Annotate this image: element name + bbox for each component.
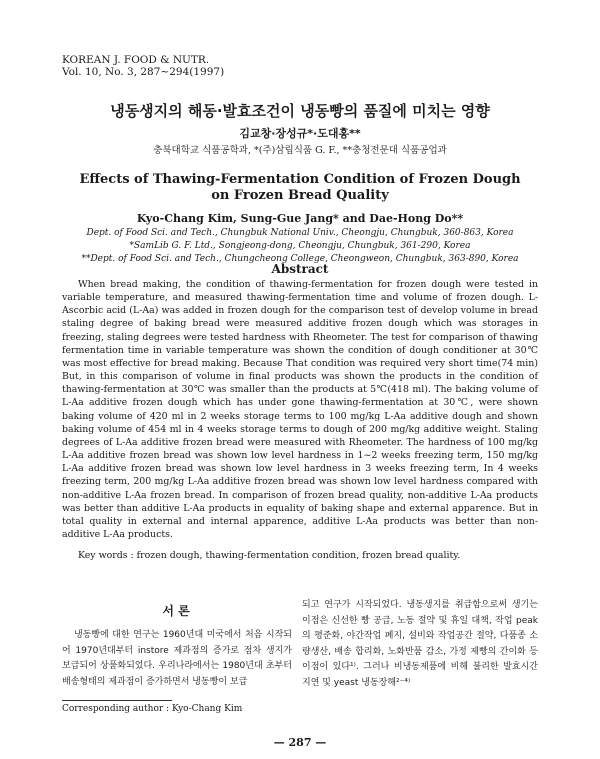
english-title-line1: Effects of Thawing-Fermentation Condition of Frozen Dough: [79, 172, 521, 187]
footnote-divider: [62, 700, 172, 701]
journal-volume: Vol. 10, No. 3, 287~294(1997): [62, 66, 225, 78]
abstract-text: When bread making, the condition of thawing-fermentation for frozen dough were tested in variable temperature, and measured thawing-fermentation time and volume of frozen dough. L-Ascorbic acid (L-Aa) was added in frozen dough for the comparison test of develop volume in bread staling degree of baking bread were measured additive frozen dough which was storages in freezing, staling degrees were tested hardness with Rheometer. The test for comparison of thawing fermentation time in variable temperature was shown the condition of dough conditioner at 30℃ was most effective for bread making. Because That condition was required very short time(74 min) But, in this comparison of volume in final products was shown the products in the condition of thawing-fermentation at 30℃ was smaller than the products at 5℃(418 ml). The baking volume of L-Aa additive frozen dough which has under gone thawing-fermentation at 30℃, were shown baking volume of 420 ml in 2 weeks storage terms to 100 mg/kg L-Aa additive dough and shown baking volume of 454 ml in 4 weeks storage terms to dough of 200 mg/kg additive weight. Staling degrees of L-Aa additive frozen bread were measured with Rheometer. The hardness of 100 mg/kg L-Aa additive frozen bread was shown low level hardness in 1~2 weeks freezing term, 150 mg/kg L-Aa additive frozen bread was shown low level hardness in 3 weeks freezing term, In 4 weeks freezing term, 200 mg/kg L-Aa additive frozen bread was shown low level hardness compared with non-additive L-Aa frozen bread. In comparison of frozen bread quality, non-additive L-Aa products was better than additive L-Aa products in equality of baking shape and external apparence. But in total quality in external and internal apparence, additive L-Aa products was better than non-additive L-Aa products.: [62, 279, 538, 540]
abstract-body: [62, 278, 538, 541]
intro-right-column: [302, 598, 538, 691]
intro-left-column: [62, 628, 292, 690]
intro-heading: 서 론: [162, 604, 190, 618]
affiliation-3: **Dept. of Food Sci. and Tech., Chungcheong College, Cheongweon, Chungbuk, 363-890, Korea: [81, 254, 519, 264]
page-number: — 287 —: [273, 736, 327, 749]
journal-header: [62, 54, 224, 78]
korean-affiliations: 충북대학교 식품공학과, *(주)삼립식품 G. F., **충청전문대 식품공업과: [153, 145, 447, 156]
corresponding-author-footnote: Corresponding author : Kyo-Chang Kim: [62, 704, 243, 714]
korean-title: 냉동생지의 해동·발효조건이 냉동빵의 품질에 미치는 영향: [110, 102, 490, 120]
korean-authors: 김교창·장성규*·도대홍**: [239, 127, 361, 140]
abstract-heading: Abstract: [271, 262, 329, 276]
intro-left-text: 냉동빵에 대한 연구는 1960년대 미국에서 처음 시작되어 1970년대부터 instore 제과점의 증가로 점차 생지가 보급되어 상품화되었다. 우리나라에서는 1980년대 초부터 배송형태의 제과점이 증가하면서 냉동빵이 보급: [62, 630, 292, 687]
affiliation-2: *SamLib G. F. Ltd., Songjeong-dong, Cheongju, Chungbuk, 361-290, Korea: [129, 241, 471, 251]
journal-name: KOREAN J. FOOD & NUTR.: [62, 54, 210, 66]
english-title-line2: on Frozen Bread Quality: [211, 188, 389, 203]
english-authors: Kyo-Chang Kim, Sung-Gue Jang* and Dae-Hong Do**: [136, 212, 464, 225]
affiliation-1: Dept. of Food Sci. and Tech., Chungbuk National Univ., Cheongju, Chungbuk, 360-863, Korea: [86, 228, 514, 238]
english-title: [0, 172, 600, 204]
keywords: Key words : frozen dough, thawing-fermentation condition, frozen bread quality.: [78, 550, 461, 561]
intro-right-text: 되고 연구가 시작되었다. 냉동생지를 취급함으로써 생기는 이점은 신선한 빵 공급, 노동 절약 및 휴일 대책, 작업 peak의 평준화, 야간작업 폐지, 설비와 작업공간 절약, 다품종 소량생산, 배송 합리화, 노화반품 감소, 가정 제빵의 간이화 등 이점이 있다¹⁾. 그러나 비냉동제품에 비해 불리한 발효시간 지연 및 yeast 냉동장해²⁻⁴⁾: [302, 600, 538, 688]
